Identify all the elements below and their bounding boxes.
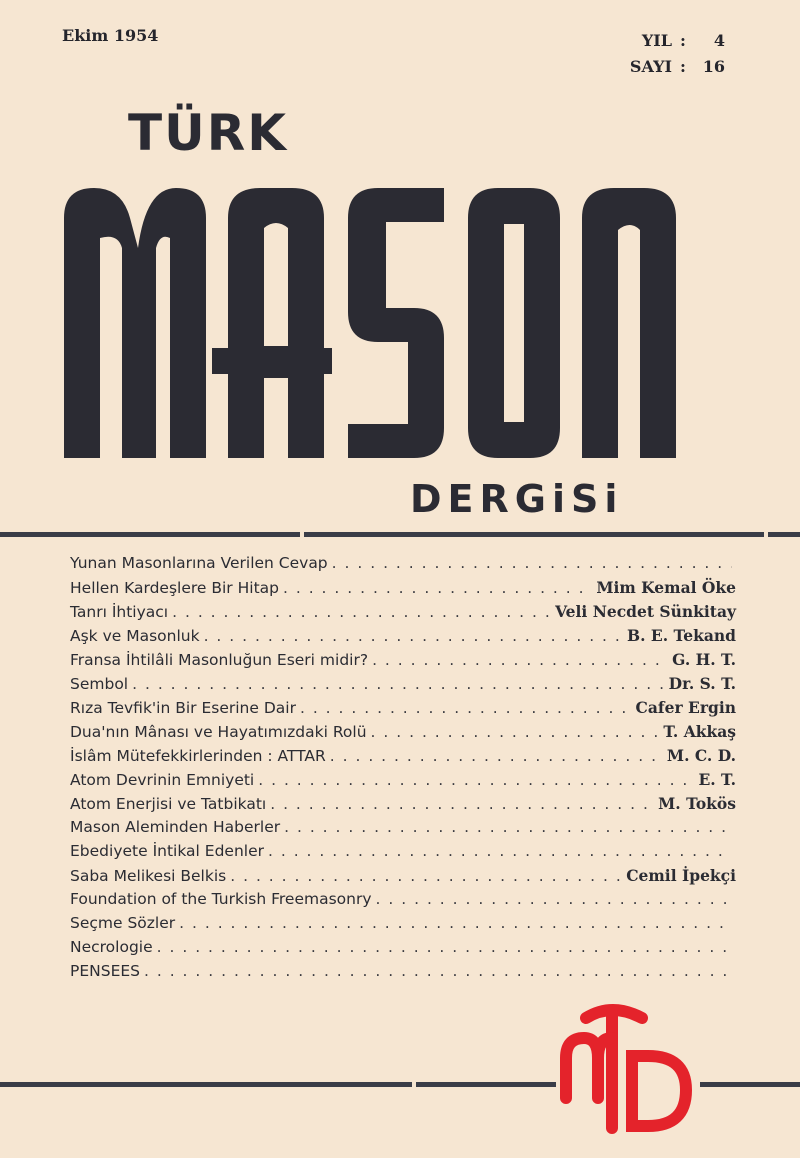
toc-entry [70,866,736,890]
toc-leader-dots [172,603,551,621]
toc-entry [70,722,736,746]
year-row [616,27,731,53]
toc-entry-author: G. H. T. [672,650,736,669]
toc-entry [70,650,736,674]
toc-entry [70,842,736,866]
toc-leader-dots [268,842,732,860]
issue-row [616,53,731,79]
top-rule-mid [304,532,764,537]
title-mason [60,178,740,463]
toc-leader-dots [157,938,732,956]
issue-value: 16 [702,56,725,76]
toc-entry-title: Saba Melikesi Belkis [70,867,227,885]
toc-leader-dots [371,723,660,741]
toc-entry-title: Hellen Kardeşlere Bir Hitap [70,579,279,597]
toc-entry-title: Atom Devrinin Emniyeti [70,771,255,789]
toc-leader-dots [270,795,654,813]
toc-entry-title: Rıza Tevfik'in Bir Eserine Dair [70,699,296,717]
mason-letter-o [468,188,560,458]
toc-leader-dots [179,914,732,932]
year-label: YIL [641,30,672,50]
bottom-rule-left [0,1082,412,1087]
toc-entry-title: Necrologie [70,938,153,956]
title-mason-text [0,0,1,1]
toc-entry-author: Dr. S. T. [668,674,736,693]
issue-label: SAYI [629,56,672,76]
toc-entry-title: Seçme Sözler [70,914,176,932]
mason-letter-s [348,188,444,458]
toc-entry [70,602,736,626]
toc-entry [70,698,736,722]
toc-leader-dots [258,771,694,789]
toc-entry-title: Atom Enerjisi ve Tatbikatı [70,795,267,813]
toc-entry [70,818,736,842]
toc-entry [70,578,736,602]
toc-leader-dots [330,747,663,765]
year-colon: : [680,30,686,50]
toc-entry [70,674,736,698]
bottom-rule-mid [416,1082,556,1087]
toc-entry-author: M. C. D. [666,746,736,765]
toc-entry [70,794,736,818]
mason-letter-n [582,188,676,458]
title-turk: TÜRK [128,104,288,162]
toc-entry-title: Fransa İhtilâli Masonluğun Eseri midir? [70,651,369,669]
toc-entry-author: B. E. Tekand [626,626,736,645]
toc-entry [70,890,736,914]
toc-entry [70,770,736,794]
toc-leader-dots [230,867,622,885]
toc-entry-title: Aşk ve Masonluk [70,627,200,645]
toc-leader-dots [372,651,668,669]
mason-letter-m [64,188,206,458]
mason-letter-a [228,188,324,458]
year-value: 4 [713,30,725,50]
toc-entry-title: İslâm Mütefekkirlerinden : ATTAR [70,747,326,765]
toc-leader-dots [132,675,665,693]
toc-entry-title: PENSEES [70,962,140,980]
issue-colon: : [680,56,686,76]
toc-entry [70,962,736,986]
toc-entry-title: Tanrı İhtiyacı [70,603,169,621]
toc-entry-title: Foundation of the Turkish Freemasonry [70,890,372,908]
toc-leader-dots [332,554,732,572]
title-dergisi: DERGiSi [410,477,624,521]
issue-info [616,27,731,79]
top-rule-left [0,532,300,537]
toc-entry-title: Ebediyete İntikal Edenler [70,842,264,860]
toc-entry-author: Cafer Ergin [635,698,736,717]
toc-entry-title: Mason Aleminden Haberler [70,818,281,836]
toc-entry [70,746,736,770]
toc-leader-dots [283,579,592,597]
toc-entry-title: Sembol [70,675,129,693]
issue-date: Ekim 1954 [62,26,159,45]
toc-entry-author: Mim Kemal Öke [596,578,736,597]
bottom-rule-right [700,1082,800,1087]
toc-leader-dots [204,627,623,645]
toc-entry [70,626,736,650]
toc-entry-author: Veli Necdet Sünkitay [555,602,736,621]
toc-entry-title: Dua'nın Mânası ve Hayatımızdaki Rolü [70,723,367,741]
toc-entry [70,554,736,578]
toc-entry-title: Yunan Masonlarına Verilen Cevap [70,554,328,572]
toc-entry-author: T. Akkaş [663,722,736,741]
table-of-contents [70,554,736,986]
toc-entry-author: M. Tokös [658,794,736,813]
toc-leader-dots [144,962,732,980]
toc-leader-dots [284,818,732,836]
toc-leader-dots [300,699,632,717]
tmd-monogram-icon [552,998,698,1140]
toc-leader-dots [376,890,732,908]
top-rule-right [768,532,800,537]
toc-entry [70,938,736,962]
toc-entry-author: E. T. [698,770,736,789]
toc-entry [70,914,736,938]
toc-entry-author: Cemil İpekçi [626,866,736,885]
